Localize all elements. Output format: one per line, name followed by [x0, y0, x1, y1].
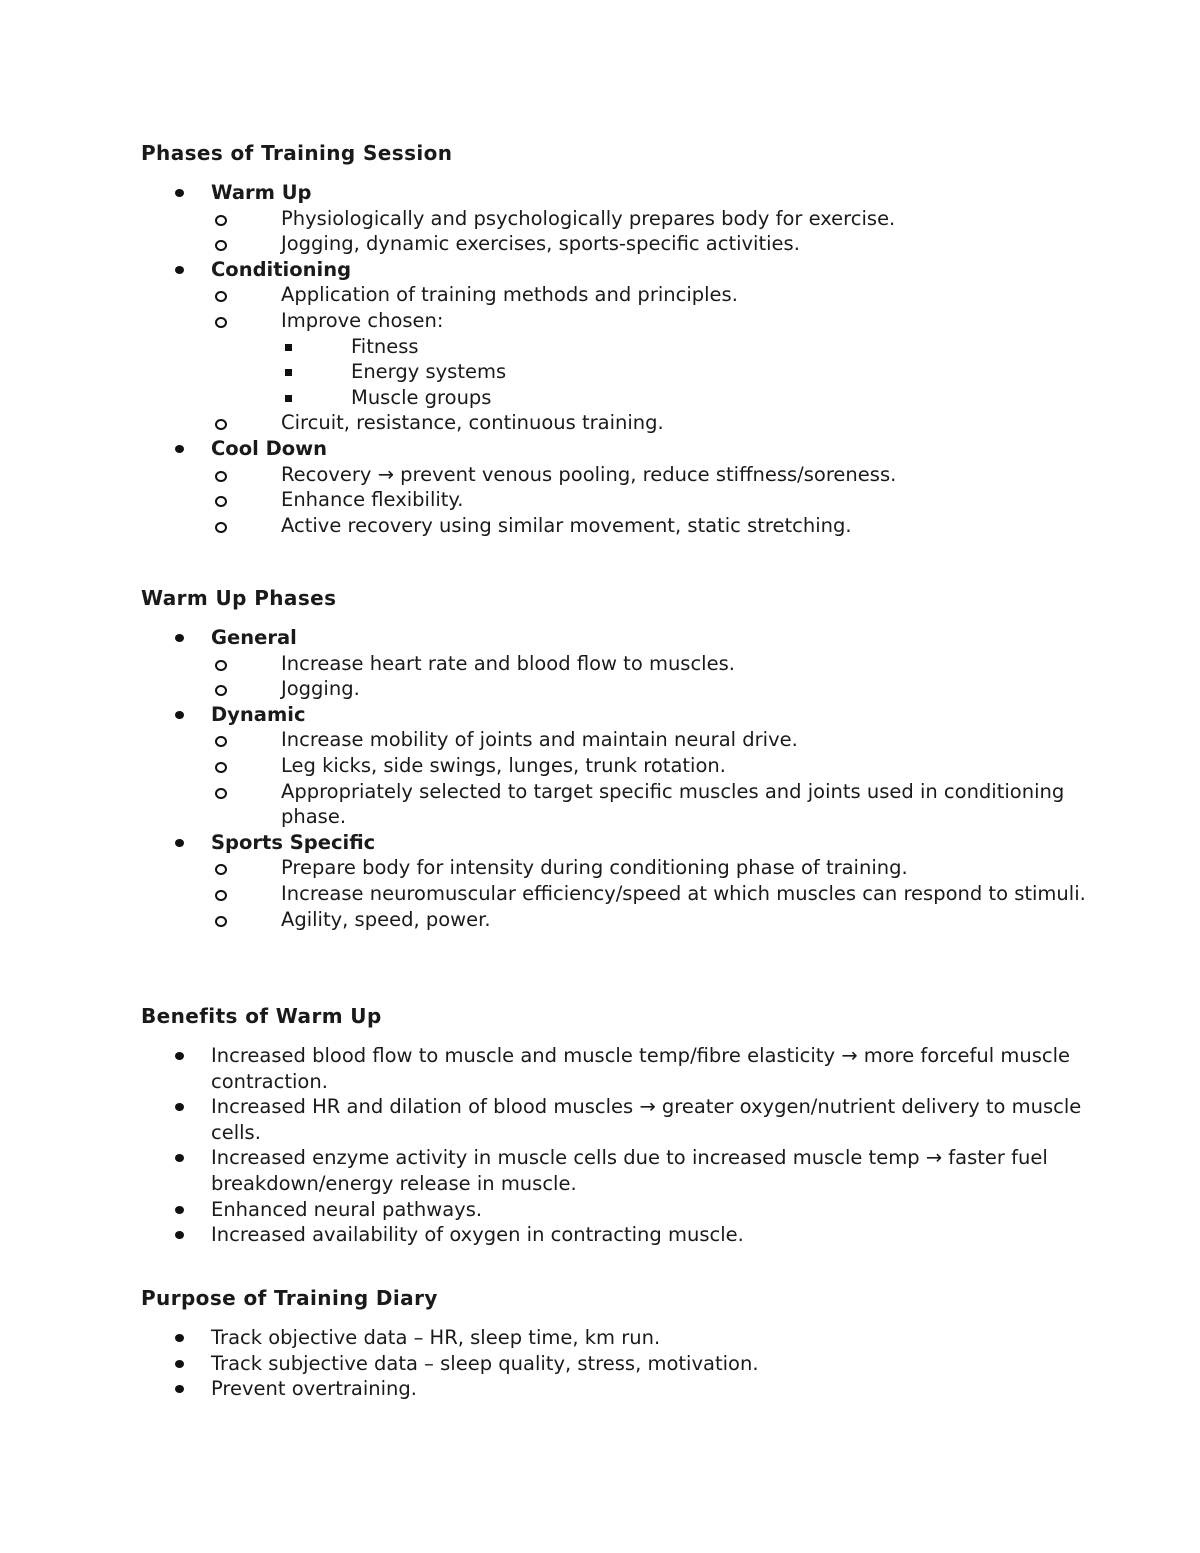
list-item [141, 1043, 1101, 1094]
list-item-label: General [211, 626, 297, 649]
section-purpose-of-training-diary [141, 1285, 1101, 1402]
list-item-label: Sports Specific [211, 830, 376, 854]
list-item-label: Track subjective data – sleep quality, stress, motivation. [211, 1351, 759, 1375]
sub-list-item-label: Appropriately selected to target specific muscles and joints used in conditioning phase. [281, 779, 1065, 829]
section-heading: Benefits of Warm Up [141, 1004, 382, 1028]
sub-sub-list-item [281, 359, 1101, 385]
sub-list-item [211, 753, 1101, 779]
bullet-square-icon [285, 395, 292, 402]
list-item-label: Dynamic [211, 702, 306, 726]
section-benefits-of-warm-up [141, 1003, 1101, 1248]
sub-list-item-label: Increase heart rate and blood flow to muscles. [281, 651, 735, 675]
bullet-circle-icon [215, 916, 227, 927]
section-phases-of-training-session [141, 140, 1101, 538]
list-item [141, 830, 1101, 932]
sub-sub-list-item-label: Energy systems [351, 360, 507, 384]
bullet-circle-icon [215, 736, 227, 747]
bullet-square-icon [285, 344, 292, 351]
sub-sub-list [281, 334, 1101, 411]
list-item [141, 257, 1101, 436]
bullet-circle-icon [215, 522, 227, 533]
list-item [141, 436, 1101, 538]
bullet-dot-icon [175, 445, 184, 453]
sub-list-item-label: Application of training methods and principles. [281, 283, 738, 307]
sub-list-item [211, 487, 1101, 513]
sub-list-item [211, 855, 1101, 881]
list-item-label: Increased blood flow to muscle and muscle temp/fibre elasticity → more forceful muscle contraction. [211, 1044, 1071, 1093]
sub-list-item [211, 410, 1101, 436]
sub-list-item-label: Enhance flexibility. [281, 488, 464, 512]
list-item-label: Conditioning [211, 257, 352, 281]
sub-list [211, 282, 1101, 436]
sub-list-item-label: Agility, speed, power. [281, 907, 491, 931]
bullet-circle-icon [215, 291, 227, 302]
sub-list-item [211, 676, 1101, 702]
sub-list-item [211, 651, 1101, 677]
bullet-list [141, 180, 1101, 538]
bullet-list [141, 625, 1101, 932]
bullet-dot-icon [175, 1154, 184, 1162]
list-item [141, 702, 1101, 830]
list-item-label: Increased HR and dilation of blood muscles → greater oxygen/nutrient delivery to muscle cells. [211, 1095, 1082, 1144]
bullet-dot-icon [175, 1103, 184, 1111]
sub-sub-list-item [281, 334, 1101, 360]
section-warm-up-phases [141, 585, 1101, 932]
sub-list-item-label: Prepare body for intensity during conditioning phase of training. [281, 856, 908, 880]
sub-list-item-label: Jogging, dynamic exercises, sports-specific activities. [281, 232, 800, 256]
bullet-dot-icon [175, 189, 184, 197]
bullet-circle-icon [215, 762, 227, 773]
bullet-circle-icon [215, 890, 227, 901]
bullet-circle-icon [215, 215, 227, 226]
bullet-dot-icon [175, 1231, 184, 1239]
sub-list-item [211, 881, 1101, 907]
bullet-dot-icon [175, 1385, 184, 1393]
sub-list-item [211, 727, 1101, 753]
bullet-circle-icon [215, 419, 227, 430]
sub-list [211, 855, 1101, 932]
sub-list-item [211, 231, 1101, 257]
section-heading: Purpose of Training Diary [141, 1286, 438, 1310]
bullet-circle-icon [215, 788, 227, 799]
sub-list-item [211, 206, 1101, 232]
list-item [141, 180, 1101, 257]
list-item [141, 1325, 1101, 1351]
sub-list [211, 727, 1101, 829]
sub-list-item [211, 308, 1101, 410]
sub-list-item-label: Physiologically and psychologically prepares body for exercise. [281, 206, 896, 230]
list-item-label: Enhanced neural pathways. [211, 1197, 483, 1221]
bullet-dot-icon [175, 1360, 184, 1368]
sub-list-item-label: Jogging. [281, 677, 360, 701]
list-item-label: Cool Down [211, 436, 328, 460]
bullet-list [141, 1043, 1101, 1248]
sub-list-item-label: Leg kicks, side swings, lunges, trunk rotation. [281, 753, 726, 777]
sub-sub-list-item-label: Fitness [351, 334, 419, 358]
sub-list-item-label: Active recovery using similar movement, static stretching. [281, 513, 852, 537]
bullet-circle-icon [215, 685, 227, 696]
bullet-dot-icon [175, 1334, 184, 1342]
list-item-label: Increased availability of oxygen in contracting muscle. [211, 1223, 744, 1247]
sub-list-item [211, 462, 1101, 488]
bullet-circle-icon [215, 496, 227, 507]
bullet-dot-icon [175, 1206, 184, 1214]
list-item [141, 1094, 1101, 1145]
sub-list-item-label: Recovery → prevent venous pooling, reduce stiffness/soreness. [281, 462, 897, 486]
list-item [141, 1197, 1101, 1223]
bullet-dot-icon [175, 1052, 184, 1060]
bullet-dot-icon [175, 711, 184, 719]
sub-list-item [211, 513, 1101, 539]
list-item [141, 1145, 1101, 1196]
list-item [141, 1351, 1101, 1377]
sub-list-item-label: Increase mobility of joints and maintain neural drive. [281, 728, 798, 752]
bullet-circle-icon [215, 864, 227, 875]
sub-list-item-label: Increase neuromuscular efficiency/speed at which muscles can respond to stimuli. [281, 881, 1086, 905]
bullet-dot-icon [175, 839, 184, 847]
bullet-dot-icon [175, 266, 184, 274]
list-item-label: Track objective data – HR, sleep time, km run. [211, 1326, 661, 1349]
sub-list-item [211, 907, 1101, 933]
bullet-circle-icon [215, 471, 227, 482]
section-heading: Warm Up Phases [141, 586, 337, 610]
list-item [141, 1222, 1101, 1248]
sub-list [211, 206, 1101, 257]
list-item [141, 1376, 1101, 1402]
bullet-circle-icon [215, 660, 227, 671]
sub-list [211, 462, 1101, 539]
sub-list-item [211, 282, 1101, 308]
sub-list-item-label: Circuit, resistance, continuous training. [281, 411, 664, 435]
sub-list [211, 651, 1101, 702]
list-item-label: Increased enzyme activity in muscle cells due to increased muscle temp → faster fuel breakdown/energy release in muscle. [211, 1146, 1048, 1195]
sub-sub-list-item [281, 385, 1101, 411]
list-item-label: Warm Up [211, 181, 312, 204]
list-item-label: Prevent overtraining. [211, 1377, 417, 1401]
sub-sub-list-item-label: Muscle groups [351, 385, 492, 409]
bullet-dot-icon [175, 634, 184, 642]
bullet-square-icon [285, 369, 292, 376]
sub-list-item [211, 779, 1101, 830]
section-heading: Phases of Training Session [141, 141, 453, 165]
bullet-circle-icon [215, 317, 227, 328]
list-item [141, 625, 1101, 702]
bullet-circle-icon [215, 240, 227, 251]
sub-list-item-label: Improve chosen: [281, 308, 444, 332]
bullet-list [141, 1325, 1101, 1402]
